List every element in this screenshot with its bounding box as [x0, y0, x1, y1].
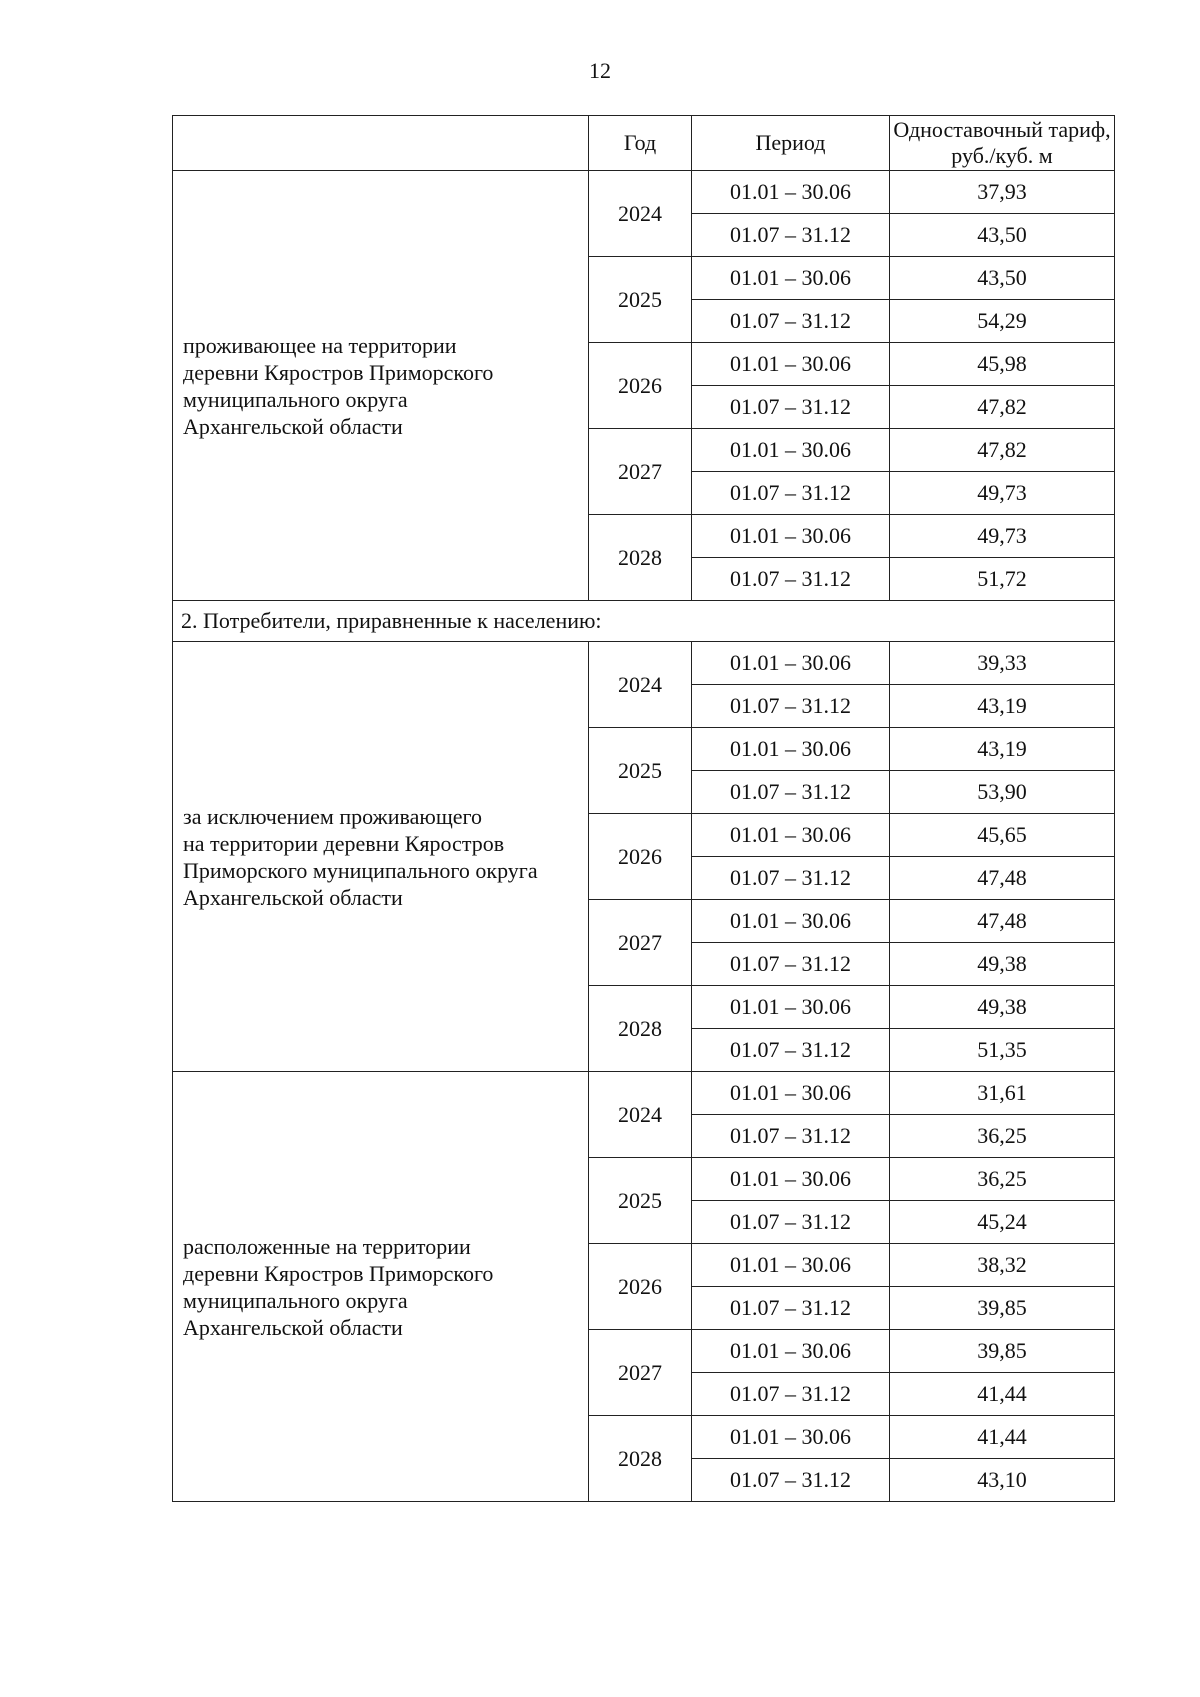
tariff-cell: 39,85 [890, 1287, 1115, 1330]
year-cell: 2026 [589, 1244, 692, 1330]
tariff-cell: 43,19 [890, 728, 1115, 771]
consumer-description-cell [173, 642, 589, 1072]
table-header [173, 116, 1115, 171]
tariff-cell: 45,24 [890, 1201, 1115, 1244]
consumer-description-cell [173, 171, 589, 601]
tariff-cell: 45,98 [890, 343, 1115, 386]
period-cell: 01.07 – 31.12 [692, 857, 890, 900]
period-cell: 01.01 – 30.06 [692, 171, 890, 214]
tariff-cell: 51,72 [890, 558, 1115, 601]
tariff-cell: 41,44 [890, 1373, 1115, 1416]
period-cell: 01.07 – 31.12 [692, 386, 890, 429]
tariff-cell: 47,82 [890, 386, 1115, 429]
tariff-cell: 43,10 [890, 1459, 1115, 1502]
period-cell: 01.01 – 30.06 [692, 728, 890, 771]
period-cell: 01.07 – 31.12 [692, 1459, 890, 1502]
period-cell: 01.07 – 31.12 [692, 943, 890, 986]
year-cell: 2027 [589, 429, 692, 515]
year-cell: 2028 [589, 1416, 692, 1502]
consumer-description: за исключением проживающего на территории деревни Кяростров Приморского муниципального округа Архангельской области [183, 803, 538, 910]
year-cell: 2024 [589, 1072, 692, 1158]
year-cell: 2025 [589, 728, 692, 814]
period-cell: 01.07 – 31.12 [692, 1029, 890, 1072]
header-description [173, 116, 589, 171]
tariff-cell: 49,38 [890, 943, 1115, 986]
period-cell: 01.07 – 31.12 [692, 771, 890, 814]
period-cell: 01.01 – 30.06 [692, 986, 890, 1029]
year-cell: 2026 [589, 814, 692, 900]
period-cell: 01.01 – 30.06 [692, 1072, 890, 1115]
year-cell: 2028 [589, 515, 692, 601]
tariff-cell: 49,38 [890, 986, 1115, 1029]
period-cell: 01.01 – 30.06 [692, 1158, 890, 1201]
table-row [173, 642, 1115, 685]
header-year: Год [589, 116, 692, 171]
period-cell: 01.07 – 31.12 [692, 1287, 890, 1330]
tariff-cell: 51,35 [890, 1029, 1115, 1072]
period-cell: 01.07 – 31.12 [692, 300, 890, 343]
period-cell: 01.01 – 30.06 [692, 1244, 890, 1287]
year-cell: 2024 [589, 642, 692, 728]
tariff-table [172, 115, 1115, 1502]
tariff-cell: 37,93 [890, 171, 1115, 214]
header-tariff: Одноставочный тариф, руб./куб. м [890, 116, 1115, 171]
tariff-cell: 45,65 [890, 814, 1115, 857]
period-cell: 01.07 – 31.12 [692, 1115, 890, 1158]
consumer-description: проживающее на территории деревни Кяростров Приморского муниципального округа Архангельской области [183, 332, 494, 439]
tariff-cell: 39,85 [890, 1330, 1115, 1373]
section-title: 2. Потребители, приравненные к населению: [173, 601, 1115, 642]
period-cell: 01.07 – 31.12 [692, 472, 890, 515]
period-cell: 01.01 – 30.06 [692, 900, 890, 943]
year-cell: 2025 [589, 257, 692, 343]
period-cell: 01.07 – 31.12 [692, 1373, 890, 1416]
tariff-cell: 54,29 [890, 300, 1115, 343]
year-cell: 2024 [589, 171, 692, 257]
period-cell: 01.01 – 30.06 [692, 814, 890, 857]
tariff-cell: 43,19 [890, 685, 1115, 728]
tariff-cell: 49,73 [890, 472, 1115, 515]
tariff-cell: 49,73 [890, 515, 1115, 558]
consumer-description-cell [173, 1072, 589, 1502]
tariff-cell: 47,48 [890, 857, 1115, 900]
period-cell: 01.07 – 31.12 [692, 214, 890, 257]
header-row [173, 116, 1115, 171]
page-number: 12 [589, 58, 611, 83]
period-cell: 01.07 – 31.12 [692, 558, 890, 601]
period-cell: 01.01 – 30.06 [692, 642, 890, 685]
table-body [173, 171, 1115, 1502]
consumer-description: расположенные на территории деревни Кяростров Приморского муниципального округа Архангельской области [183, 1233, 494, 1340]
header-period: Период [692, 116, 890, 171]
period-cell: 01.01 – 30.06 [692, 343, 890, 386]
tariff-cell: 53,90 [890, 771, 1115, 814]
tariff-cell: 36,25 [890, 1115, 1115, 1158]
tariff-cell: 47,82 [890, 429, 1115, 472]
section-row [173, 601, 1115, 642]
year-cell: 2026 [589, 343, 692, 429]
tariff-cell: 38,32 [890, 1244, 1115, 1287]
year-cell: 2027 [589, 900, 692, 986]
period-cell: 01.07 – 31.12 [692, 1201, 890, 1244]
period-cell: 01.01 – 30.06 [692, 257, 890, 300]
period-cell: 01.07 – 31.12 [692, 685, 890, 728]
tariff-cell: 31,61 [890, 1072, 1115, 1115]
tariff-cell: 43,50 [890, 257, 1115, 300]
period-cell: 01.01 – 30.06 [692, 515, 890, 558]
tariff-cell: 36,25 [890, 1158, 1115, 1201]
tariff-cell: 47,48 [890, 900, 1115, 943]
tariff-cell: 41,44 [890, 1416, 1115, 1459]
tariff-cell: 43,50 [890, 214, 1115, 257]
period-cell: 01.01 – 30.06 [692, 1416, 890, 1459]
period-cell: 01.01 – 30.06 [692, 429, 890, 472]
year-cell: 2027 [589, 1330, 692, 1416]
table-row [173, 1072, 1115, 1115]
year-cell: 2028 [589, 986, 692, 1072]
table-row [173, 171, 1115, 214]
year-cell: 2025 [589, 1158, 692, 1244]
tariff-cell: 39,33 [890, 642, 1115, 685]
period-cell: 01.01 – 30.06 [692, 1330, 890, 1373]
